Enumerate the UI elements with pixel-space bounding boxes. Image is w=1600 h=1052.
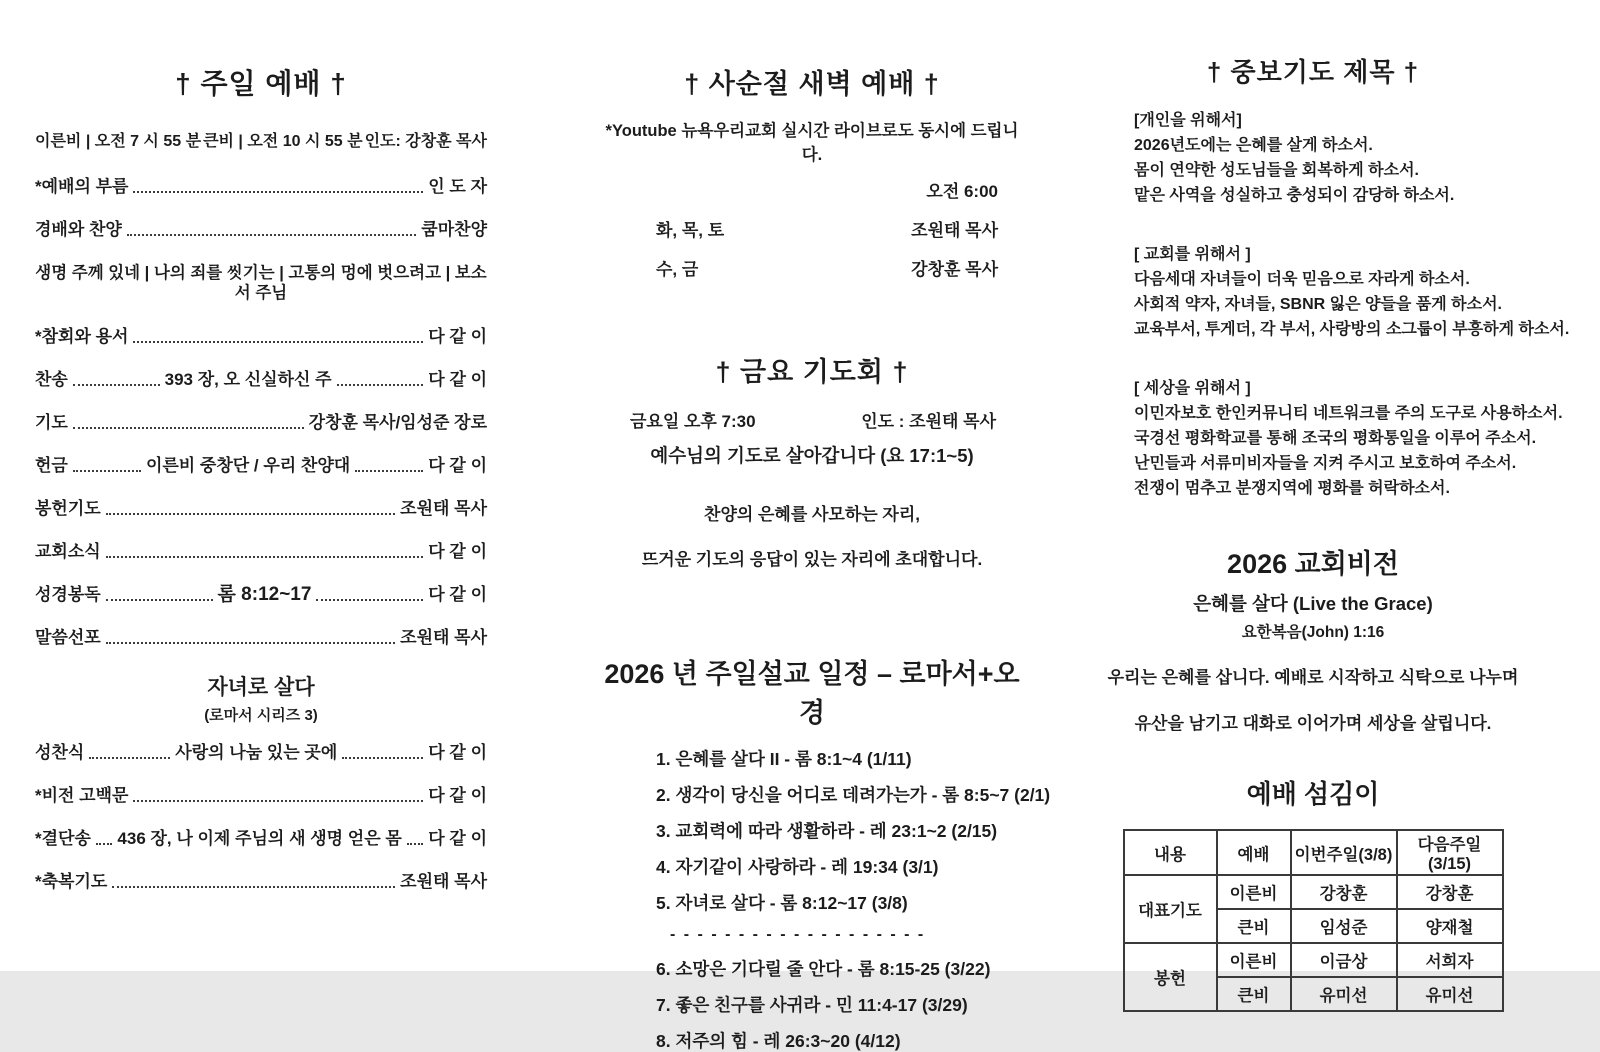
sunday-worship-title: † 주일 예배 †	[175, 68, 347, 99]
servers-header-cell: 내용	[1124, 830, 1217, 875]
service-item-performer: 조원태 목사	[400, 499, 487, 518]
dotted-leader	[133, 191, 423, 193]
dawn-days: 화, 목, 토	[656, 221, 725, 240]
dawn-leader: 조원태 목사	[911, 221, 998, 240]
servers-service-cell: 이른비	[1217, 943, 1291, 977]
prayer-line: 사회적 약자, 자녀들, SBNR 잃은 양들을 품게 하소서.	[1134, 296, 1502, 313]
prayer-group-heading: [ 세상을 위해서 ]	[1134, 380, 1251, 397]
service-row	[35, 743, 487, 763]
service-row	[35, 499, 487, 519]
service-row	[35, 327, 487, 347]
dotted-leader	[106, 556, 424, 558]
service-row	[35, 585, 487, 605]
service-leader: 인도: 강창훈 목사	[364, 133, 487, 150]
service-row	[35, 413, 487, 433]
service-row	[35, 872, 487, 892]
lent-dawn-title: † 사순절 새벽 예배 †	[684, 69, 940, 99]
prayer-group-world	[1082, 375, 1563, 498]
service-item-label: 찬송	[35, 370, 68, 389]
friday-invite-line: 찬양의 은혜를 사모하는 자리,	[704, 505, 920, 524]
servers-table	[1123, 829, 1504, 1012]
friday-prayer-leader: 인도 : 조원태 목사	[861, 412, 996, 431]
service-row	[35, 456, 487, 476]
friday-invite-line: 뜨거운 기도의 응답이 있는 자리에 초대합니다.	[641, 550, 983, 569]
servers-category-cell: 대표기도	[1124, 875, 1217, 943]
dotted-leader	[89, 757, 170, 759]
sermon-title: 자녀로 살다	[207, 676, 315, 699]
service-item-label: *축복기도	[35, 872, 108, 891]
dawn-service-time: 오전 6:00	[926, 182, 998, 201]
servers-row	[1124, 943, 1503, 977]
intercessory-prayer-title: † 중보기도 제목 †	[1206, 57, 1420, 87]
dotted-leader	[106, 513, 395, 515]
middle-column	[598, 62, 1051, 1052]
prayer-line: 전쟁이 멈추고 분쟁지역에 평화를 허락하소서.	[1134, 480, 1450, 497]
servers-name-cell: 양재철	[1397, 909, 1503, 943]
sermon-schedule-item: 2. 생각이 당신을 어디로 데려가는가 - 롬 8:5~7 (2/1)	[656, 785, 1051, 805]
service-item-label: 말씀선포	[35, 628, 101, 647]
worship-servers-section	[1082, 774, 1544, 1012]
worship-servers-title: 예배 섬김이	[1246, 779, 1380, 809]
prayer-group-heading: [개인을 위해서]	[1134, 112, 1242, 129]
dotted-leader	[127, 234, 416, 236]
prayer-line: 난민들과 서류미비자들을 지켜 주시고 보호하여 주소서.	[1134, 455, 1517, 472]
servers-name-cell: 강창훈	[1291, 875, 1397, 909]
service-item-performer: 쿰마찬양	[421, 220, 487, 239]
service-times	[35, 128, 487, 151]
servers-name-cell: 유미선	[1291, 977, 1397, 1011]
prayer-line: 맡은 사역을 성실하고 충성되이 감당하 하소서.	[1134, 187, 1455, 204]
service-item-performer: 강창훈 목사/임성준 장로	[308, 413, 487, 432]
service-item-label: 경배와 찬양	[35, 220, 122, 239]
church-vision-statement: 유산을 남기고 대화로 이어가며 세상을 살립니다.	[1134, 714, 1492, 733]
service-item-label: *예배의 부름	[35, 177, 129, 196]
servers-name-cell: 임성준	[1291, 909, 1397, 943]
prayer-group-personal	[1082, 107, 1544, 205]
prayer-line: 몸이 연약한 성도님들을 회복하게 하소서.	[1134, 162, 1419, 179]
dotted-leader	[355, 470, 423, 472]
service-item-performer: 조원태 목사	[400, 872, 487, 891]
service-row	[35, 177, 487, 197]
friday-prayer-info	[598, 407, 1026, 432]
youtube-live-note: *Youtube 뉴욕우리교회 실시간 라이브로도 동시에 드립니다.	[605, 122, 1019, 164]
service-row	[35, 829, 487, 849]
prayer-group-church	[1082, 241, 1570, 339]
sermon-schedule-item: 7. 좋은 친구를 사귀라 - 민 11:4-17 (3/29)	[656, 995, 968, 1015]
offering-choir: 이른비 중창단 / 우리 찬양대	[145, 456, 351, 475]
church-vision-title: 2026 교회비전	[1227, 549, 1399, 579]
dotted-leader	[133, 341, 423, 343]
service-item-label: 교회소식	[35, 542, 101, 561]
sermon-schedule-item: 5. 자녀로 살다 - 롬 8:12~17 (3/8)	[656, 893, 908, 913]
dawn-schedule-row	[598, 255, 1026, 280]
dotted-leader	[96, 843, 113, 845]
service-item-performer: 다 같 이	[428, 786, 487, 805]
dotted-leader	[106, 599, 213, 601]
service-item-performer: 다 같 이	[428, 542, 487, 561]
early-service-time: 이른비 | 오전 7 시 55 분	[35, 133, 202, 150]
prayer-line: 이민자보호 한인커뮤니티 네트워크를 주의 도구로 사용하소서.	[1134, 405, 1563, 422]
sermon-schedule-section	[598, 652, 1051, 1052]
servers-name-cell: 유미선	[1397, 977, 1503, 1011]
servers-name-cell: 강창훈	[1397, 875, 1503, 909]
service-item-performer: 다 같 이	[428, 743, 487, 762]
servers-service-cell: 큰비	[1217, 909, 1291, 943]
dawn-leader: 강창훈 목사	[911, 260, 998, 279]
service-row	[35, 220, 487, 240]
service-item-performer: 다 같 이	[428, 456, 487, 475]
dawn-schedule-row	[598, 216, 1026, 241]
scripture-passage: 롬 8:12~17	[217, 584, 312, 605]
service-item-label: *결단송	[35, 829, 91, 848]
service-item-label: 봉헌기도	[35, 499, 101, 518]
dotted-leader	[73, 427, 304, 429]
prayer-line: 국경선 평화학교를 통해 조국의 평화통일을 이루어 주소서.	[1134, 430, 1537, 447]
servers-header-row	[1124, 830, 1503, 875]
service-row	[35, 628, 487, 648]
prayer-line: 교육부서, 투게더, 각 부서, 사랑방의 소그룹이 부흥하게 하소서.	[1134, 321, 1570, 338]
dotted-leader	[112, 886, 395, 888]
communion-song: 사랑의 나눔 있는 곳에	[175, 743, 338, 762]
dotted-leader	[73, 470, 141, 472]
sermon-schedule-title: 2026 년 주일설교 일정 – 로마서+오경	[604, 659, 1020, 728]
service-item-label: *참회와 용서	[35, 327, 129, 346]
prayer-line: 2026년도에는 은혜를 살게 하소서.	[1134, 137, 1373, 154]
friday-prayer-theme: 예수님의 기도로 살아갑니다 (요 17:1~5)	[650, 445, 974, 466]
friday-prayer-section	[598, 350, 1026, 570]
servers-row	[1124, 875, 1503, 909]
sunday-worship-section	[35, 62, 487, 915]
prayer-line: 다음세대 자녀들이 더욱 믿음으로 자라게 하소서.	[1134, 271, 1470, 288]
sermon-title-block	[35, 671, 487, 725]
service-item-label: 기도	[35, 413, 68, 432]
praise-song-titles: 생명 주께 있네 | 나의 죄를 씻기는 | 고통의 멍에 벗으려고 | 보소서 주님	[35, 264, 487, 302]
church-vision-statement: 우리는 은혜를 삽니다. 예배로 시작하고 식탁으로 나누며	[1107, 668, 1519, 687]
servers-header-cell: 이번주일(3/8)	[1291, 830, 1397, 875]
commitment-hymn: 436 장, 나 이제 주님의 새 생명 얻은 몸	[117, 829, 402, 848]
dotted-leader	[73, 384, 160, 386]
dotted-leader	[342, 757, 423, 759]
servers-service-cell: 큰비	[1217, 977, 1291, 1011]
schedule-separator: - - - - - - - - - - - - - - - - - - -	[670, 926, 926, 943]
friday-prayer-title: † 금요 기도회 †	[715, 357, 909, 387]
service-item-performer: 다 같 이	[428, 370, 488, 389]
sermon-schedule-item: 1. 은혜를 살다 II - 롬 8:1~4 (1/11)	[656, 749, 912, 769]
intercessory-prayer-section	[1082, 52, 1570, 498]
servers-name-cell: 이금상	[1291, 943, 1397, 977]
hymn-number: 393 장, 오 신실하신 주	[164, 370, 332, 389]
right-column	[1082, 52, 1570, 1012]
service-item-performer: 조원태 목사	[400, 628, 487, 647]
service-item-performer: 인 도 자	[428, 177, 487, 196]
service-item-label: 성찬식	[35, 743, 85, 762]
dotted-leader	[407, 843, 424, 845]
dotted-leader	[106, 642, 395, 644]
sermon-schedule-item: 6. 소망은 기다릴 줄 안다 - 롬 8:15-25 (3/22)	[656, 959, 991, 979]
service-row	[35, 370, 487, 390]
main-service-time: 큰비 | 오전 10 시 55 분	[203, 133, 363, 150]
servers-name-cell: 서희자	[1397, 943, 1503, 977]
servers-header-cell: 다음주일(3/15)	[1397, 830, 1503, 875]
lent-dawn-worship-section	[598, 62, 1026, 280]
servers-service-cell: 이른비	[1217, 875, 1291, 909]
prayer-group-heading: [ 교회를 위해서 ]	[1134, 246, 1251, 263]
dotted-leader	[133, 800, 423, 802]
service-row	[35, 786, 487, 806]
service-item-label: 성경봉독	[35, 585, 101, 604]
servers-header-cell: 예배	[1217, 830, 1291, 875]
dotted-leader	[337, 384, 424, 386]
sermon-series: (로마서 시리즈 3)	[204, 707, 318, 724]
sermon-schedule-item: 8. 저주의 힘 - 레 26:3~20 (4/12)	[656, 1031, 901, 1051]
service-item-performer: 다 같 이	[428, 327, 487, 346]
servers-category-cell: 봉헌	[1124, 943, 1217, 1011]
church-vision-subtitle: 은혜를 살다 (Live the Grace)	[1193, 593, 1433, 614]
church-vision-verse: 요한복음(John) 1:16	[1241, 624, 1385, 641]
service-item-label: 헌금	[35, 456, 68, 475]
service-row	[35, 542, 487, 562]
service-item-label: *비전 고백문	[35, 786, 129, 805]
sermon-schedule-item: 3. 교회력에 따라 생활하라 - 레 23:1~2 (2/15)	[656, 821, 998, 841]
service-item-performer: 다 같 이	[428, 829, 487, 848]
friday-prayer-time: 금요일 오후 7:30	[630, 412, 756, 431]
service-item-performer: 다 같 이	[428, 585, 487, 604]
sermon-schedule-item: 4. 자기같이 사랑하라 - 레 19:34 (3/1)	[656, 857, 939, 877]
dawn-days: 수, 금	[656, 260, 699, 279]
dotted-leader	[316, 599, 423, 601]
church-vision-section	[1082, 542, 1544, 734]
